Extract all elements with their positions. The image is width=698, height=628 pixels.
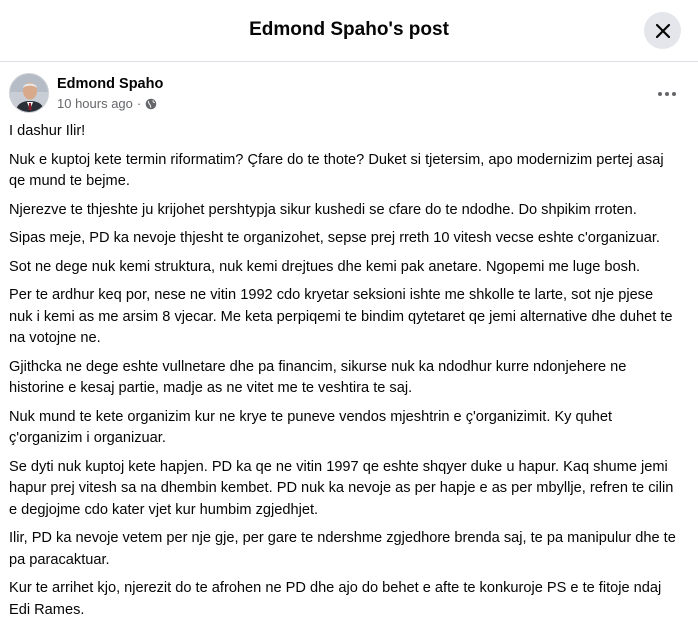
more-options-button[interactable] bbox=[654, 81, 680, 107]
close-button[interactable] bbox=[644, 12, 681, 49]
post-paragraph: I dashur Ilir! bbox=[9, 123, 86, 139]
post-paragraph: Ilir, PD ka nevoje vetem per nje gje, per gare te ndershme zgjedhore brenda saj, te pa manipulur dhe te pa paracaktuar. bbox=[9, 530, 676, 568]
author-name[interactable]: Edmond Spaho bbox=[57, 76, 164, 92]
post-paragraph: Gjithcka ne dege eshte vullnetare dhe pa financim, sikurse nuk ka ndodhur kurre ndonjehere ne historine e kesaj partie, madje as ne vitet me te veshtira te saj. bbox=[9, 358, 627, 396]
post-paragraph: Sot ne dege nuk kemi struktura, nuk kemi drejtues dhe kemi pak anetare. Ngopemi me luge bosh. bbox=[9, 258, 641, 275]
post-paragraph: Nuk mund te kete organizim kur ne krye te puneve vendos mjeshtrin e ç'organizimit. Ky quhet ç'organizim i organizuar. bbox=[9, 408, 613, 446]
dialog-header bbox=[0, 0, 698, 62]
post-timestamp[interactable]: 10 hours ago bbox=[57, 96, 133, 111]
meta-separator: · bbox=[136, 96, 142, 111]
post-paragraph: Sipas meje, PD ka nevoje thjesht te organizohet, sepse prej rreth 10 vitesh vecse eshte c'organizuar. bbox=[9, 230, 660, 246]
post-paragraph: Se dyti nuk kuptoj kete hapjen. PD ka qe ne vitin 1997 qe eshte shqyer duke u hapur. Kaq shume jemi hapur prej vitesh sa na dhembin kembet. PD nuk ka nevoje as per hapje e as per mbyllje, refren te cilin e degjojme cdo kater vjet kur humbim zgjedhjet. bbox=[9, 458, 674, 518]
post-meta bbox=[57, 96, 157, 111]
close-icon bbox=[655, 23, 671, 39]
post-text bbox=[9, 121, 677, 628]
globe-icon[interactable] bbox=[145, 98, 157, 110]
more-horizontal-icon bbox=[657, 91, 677, 97]
post-paragraph: Nuk e kuptoj kete termin riformatim? Çfare do te thote? Duket si tjetersim, apo modernizim pertej asaj qe mund te bejme. bbox=[9, 151, 664, 189]
dialog-title: Edmond Spaho's post bbox=[249, 19, 449, 40]
post-paragraph: Kur te arrihet kjo, njerezit do te afrohen ne PD dhe ajo do behet e afte te konkuroje PS e te fitoje ndaj Edi Rames. bbox=[9, 580, 662, 618]
post-paragraph: Njerezve te thjeshte ju krijohet pershtypja sikur kushedi se cfare do te ndodhe. Do shpikim rroten. bbox=[9, 201, 637, 218]
avatar[interactable] bbox=[9, 73, 49, 113]
post-author-row bbox=[9, 73, 689, 115]
post-paragraph: Per te ardhur keq por, nese ne vitin 1992 cdo kryetar seksioni ishte me shkolle te larte, sot nje pjese nuk i kemi as me arsim 8 vjecar. Me keta perpiqemi te bindim qytetaret qe jemi alternative dhe duhet te na votojne ne. bbox=[9, 287, 673, 346]
